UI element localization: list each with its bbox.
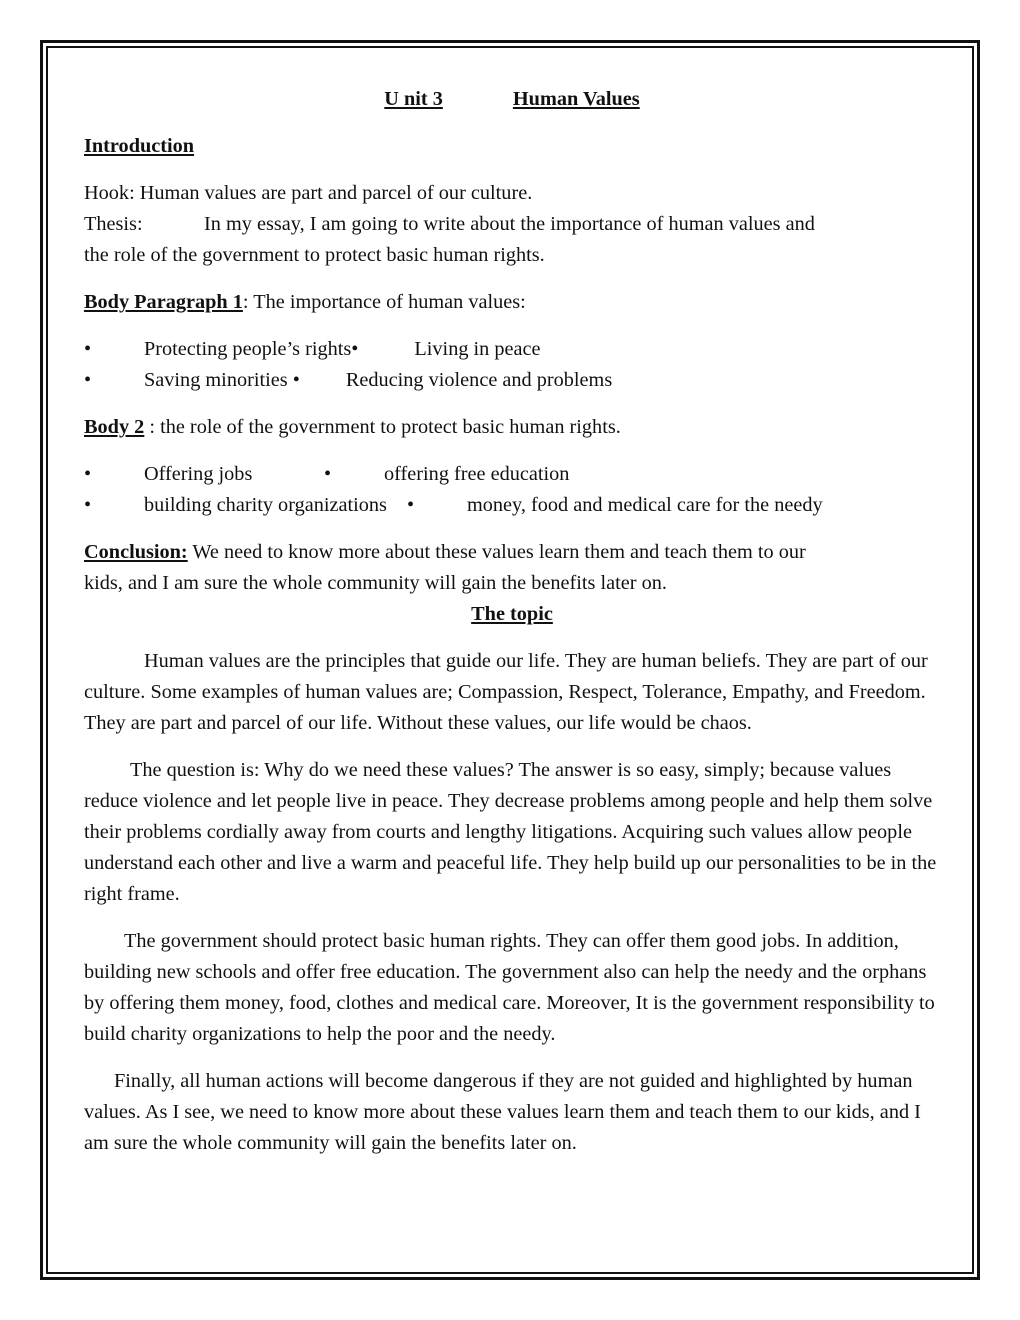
topic-paragraph: Finally, all human actions will become dangerous if they are not guided and highlighted by human values. As I see, we need to know more about these values learn them and teach them to our kids, and I am sure the whole community will gain the benefits later on. — [84, 1070, 921, 1154]
topic-paragraph: The question is: Why do we need these values? The answer is so easy, simply; because values reduce violence and let people live in peace. They decrease problems among people and help them solve their problems cordially away from courts and lengthy litigations. Acquiring such values allow people understand each other and live a warm and peaceful life. They help build up our personalities to be in the right frame. — [84, 759, 937, 905]
body2-text: : the role of the government to protect basic human rights. — [144, 416, 621, 438]
thesis-text-line1: In my essay, I am going to write about the importance of human values and — [204, 213, 815, 235]
list-item — [84, 365, 940, 396]
bullet-text: Protecting people’s rights• — [144, 338, 359, 360]
bullet-text: Living in peace — [414, 338, 541, 360]
bullet-icon: • — [84, 463, 92, 485]
conclusion-paragraph — [84, 537, 940, 599]
bullet-icon: • — [84, 338, 92, 360]
body2-label: Body 2 — [84, 416, 145, 438]
list-item — [84, 459, 940, 490]
body1-text: : The importance of human values: — [242, 291, 526, 313]
bullet-text: offering free education — [384, 463, 570, 485]
bullet-text: money, food and medical care for the needy — [466, 494, 823, 516]
page-title — [84, 84, 940, 115]
thesis-label: Thesis: — [84, 213, 143, 235]
conclusion-text-line2: kids, and I am sure the whole community will gain the benefits later on. — [84, 572, 667, 594]
bullet-icon: • — [84, 369, 92, 391]
unit-label: U nit 3 — [384, 88, 443, 110]
conclusion-text-line1: We need to know more about these values learn them and teach them to our — [187, 541, 806, 563]
unit-name: Human Values — [512, 88, 640, 110]
bullet-icon: • — [84, 494, 92, 516]
document-body — [84, 84, 940, 1175]
bullet-text: Offering jobs — [144, 463, 253, 485]
bullet-text: Saving minorities • — [144, 369, 300, 391]
topic-paragraph: The government should protect basic human rights. They can offer them good jobs. In addition, building new schools and offer free education. The government also can help the needy and the orphans by offering them money, food, clothes and medical care. Moreover, It is the government responsibility to build charity organizations to help the poor and the needy. — [84, 930, 935, 1045]
body1-heading — [84, 287, 940, 318]
body2-heading — [84, 412, 940, 443]
body2-bullet-list — [84, 459, 940, 521]
thesis-text-line2: the role of the government to protect basic human rights. — [84, 244, 545, 266]
list-item — [84, 490, 940, 521]
list-item — [84, 334, 940, 365]
bullet-text: Reducing violence and problems — [345, 369, 613, 391]
bullet-icon: • — [406, 494, 415, 516]
conclusion-label: Conclusion: — [84, 541, 188, 563]
bullet-text: building charity organizations — [144, 494, 387, 516]
introduction-heading: Introduction — [84, 135, 195, 157]
hook-text: Hook: Human values are part and parcel of our culture. — [84, 182, 533, 204]
bullet-icon: • — [324, 463, 332, 485]
body1-label: Body Paragraph 1 — [84, 291, 243, 313]
topic-paragraph: Human values are the principles that guide our life. They are human beliefs. They are part of our culture. Some examples of human values are; Compassion, Respect, Tolerance, Empathy, and Freedom. They are part and parcel of our life. Without these values, our life would be chaos. — [84, 650, 928, 734]
body1-bullet-list — [84, 334, 940, 396]
introduction-paragraph — [84, 178, 940, 271]
topic-heading: The topic — [471, 603, 553, 625]
